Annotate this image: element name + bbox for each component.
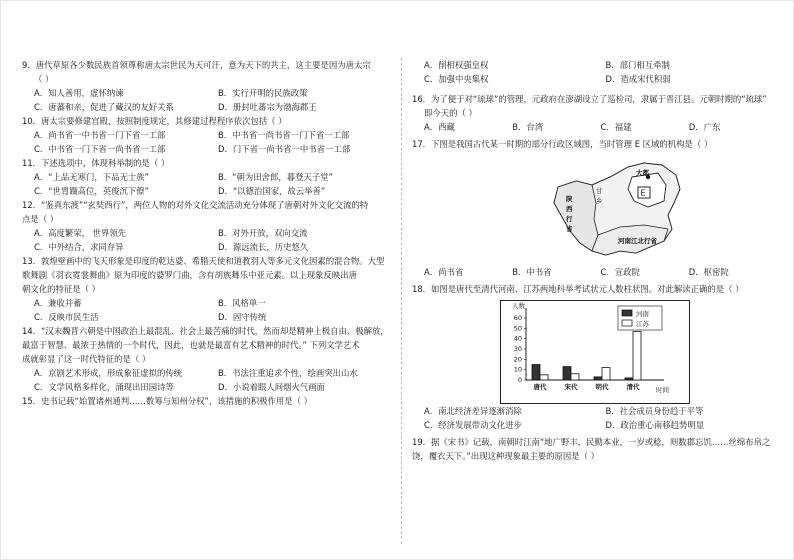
legend-swatch <box>622 310 632 316</box>
bar-jiangsu <box>602 368 610 380</box>
bar-henan <box>532 365 540 381</box>
option-c[interactable]: C．中书省一门下省一尚书省一工部 <box>34 144 166 154</box>
bar-henan <box>594 377 602 380</box>
xiang-label: 乡 <box>596 197 603 205</box>
option-b[interactable]: B．社会成员身份趋于平等 <box>605 406 704 416</box>
option-a[interactable]: A．兼收并蓄 <box>34 298 82 308</box>
chart-svg <box>500 300 690 404</box>
e-label: E <box>640 188 646 198</box>
answer-blank: （ ） <box>34 74 54 84</box>
x-tick-label: 清代 <box>626 383 640 391</box>
option-b[interactable]: B．中书省一尚书省一门下省一工部 <box>218 130 350 140</box>
yuan-admin-map <box>540 155 700 265</box>
shaanxi-label-4: 省 <box>566 225 573 233</box>
option-c[interactable]: C．加强中央集权 <box>424 74 489 84</box>
option-a[interactable]: A．知人善用，虚怀纳谏 <box>34 88 124 98</box>
option-a[interactable]: A．削相权强皇权 <box>424 60 489 70</box>
y-tick-label: 10 <box>513 365 522 374</box>
option-c[interactable]: C．反映市民生活 <box>34 312 99 322</box>
question-stem-cont: 最富于智慧、最浓于热情的一个时代，因此，也就是最富有艺术精神的时代。” 下列文学艺术 <box>22 340 360 350</box>
question-stem-cont: 即今天的（ ） <box>424 108 477 118</box>
dadu-label: 大都 <box>636 169 649 177</box>
x-axis-label: 时间 <box>656 386 669 394</box>
option-c[interactable]: C．唐蕃和亲，促进了藏汉的友好关系 <box>34 102 174 112</box>
option-b[interactable]: B．对外开放，双向交流 <box>218 228 308 238</box>
option-d[interactable]: D．广东 <box>688 122 721 132</box>
question-14 <box>22 324 392 394</box>
question-stem: 19．据《宋书》记载，南朝时江南“地广野丰，民勤本业，一岁或稔，则数郡忘饥……丝绵布帛之 <box>412 437 771 447</box>
option-c[interactable]: C．中外结合，求同存异 <box>34 242 124 252</box>
question-stem: 15．史书记载“始置诸州通判……数筹与知州分权”，该措施的积极作用是（ ） <box>22 396 312 406</box>
option-a[interactable]: A．南北经济差异逐渐消除 <box>424 406 522 416</box>
question-stem-cont: 朝文化的特征是（ ） <box>22 284 101 294</box>
option-a[interactable]: A．高度繁荣， 世界领先 <box>34 228 127 238</box>
question-stem: 16．为了便于对“琉球”的管理，元政府在澎湖设立了巡检司，隶属于晋江县。元朝时期的“琉球” <box>412 94 767 104</box>
question-18 <box>412 282 777 432</box>
option-a[interactable]: A．西藏 <box>424 122 455 132</box>
x-tick-label: 唐代 <box>533 383 547 391</box>
question-stem-cont: 饶，覆衣天下。”出现这种现象最主要的原因是（ ） <box>412 451 600 461</box>
option-d[interactable]: D．固守传统 <box>218 312 267 322</box>
option-a[interactable]: A．“上品无寒门，下品无士族” <box>34 172 149 182</box>
question-19 <box>412 435 777 463</box>
option-d[interactable]: D．政治重心南移趋势明显 <box>605 420 705 430</box>
y-axis-label: 人数 <box>512 302 525 310</box>
shaanxi-label-3: 行 <box>566 215 573 223</box>
column-divider <box>401 58 403 544</box>
question-16 <box>412 92 777 134</box>
question-11 <box>22 156 392 198</box>
shaanxi-label-2: 西 <box>566 205 573 213</box>
question-stem: 9．唐代草原各少数民族首领尊称唐太宗世民为天可汗，意为天下的共主，这主要是因为唐太宗 <box>22 60 371 70</box>
bar-jiangsu <box>540 375 548 380</box>
question-stem: 10．唐太宗要修建宫殿，按照制度规定，其修建过程程序依次包括（ ） <box>22 116 287 126</box>
zhuangyuan-bar-chart <box>500 300 690 404</box>
question-17 <box>412 137 777 279</box>
option-b[interactable]: B．书法注重追求个性，绘画突出山水 <box>218 368 358 378</box>
option-d[interactable]: D．册封吐蕃宗为渤海郡王 <box>218 102 317 112</box>
question-12 <box>22 198 392 254</box>
question-stem: 18．如图是唐代至清代河南、江苏两地科举考试状元人数柱状图。对此解读正确的是（ ） <box>412 284 744 294</box>
bar-henan <box>625 378 633 380</box>
question-9 <box>22 58 392 114</box>
question-stem-cont: 歌舞剧《羽衣霓裳舞曲》原为印度的婆罗门曲，含有胡族舞乐中亚元素。以上现象反映出唐 <box>22 270 357 280</box>
option-c[interactable]: C．福建 <box>600 122 632 132</box>
option-d[interactable]: D．门下省一尚书省一中书省一工部 <box>218 144 351 154</box>
x-tick-label: 明代 <box>595 383 609 391</box>
option-c[interactable]: C．经济发展带动文化进步 <box>424 420 522 430</box>
option-d[interactable]: D．“以德治国家，故云举善” <box>218 186 326 196</box>
option-d[interactable]: D．枢密院 <box>688 267 729 277</box>
option-c[interactable]: C．宣政院 <box>600 267 640 277</box>
option-d[interactable]: D．造成宋代积弱 <box>605 74 671 84</box>
option-a[interactable]: A．尚书省一中书省一门下省一工部 <box>34 130 166 140</box>
y-tick-label: 50 <box>513 324 522 333</box>
question-stem: 11．下述选项中，体现科举制的是（ ） <box>22 158 170 168</box>
bar-jiangsu <box>633 331 641 380</box>
option-b[interactable]: B．中书省 <box>512 267 552 277</box>
question-13 <box>22 254 392 324</box>
question-10 <box>22 114 392 156</box>
legend-label: 江苏 <box>636 320 649 328</box>
question-stem-cont: 成就彰显了这一时代特征的是（ ） <box>22 354 151 364</box>
y-tick-label: 0 <box>517 376 522 384</box>
legend-label: 河南 <box>636 310 649 318</box>
left-column <box>22 58 392 408</box>
question-stem: 17．下图是我国古代某一时期的部分行政区域图，当时管理 E 区域的机构是（ ） <box>412 139 713 149</box>
option-c[interactable]: C．“世胄蹑高位，英俊沉下僚” <box>34 186 150 196</box>
question-stem: 13．敦煌壁画中的飞天形象是印度的乾达婆、希腊天使和道教羽人等多元文化因素的混合物。大型 <box>22 256 385 266</box>
option-a[interactable]: A．尚书省 <box>424 267 464 277</box>
option-b[interactable]: B．部门相互牵制 <box>605 60 670 70</box>
question-stem-cont: 点是（ ） <box>22 214 59 224</box>
y-tick-label: 30 <box>513 345 522 353</box>
option-b[interactable]: B．实行开明的民族政策 <box>218 88 308 98</box>
bar-henan <box>563 367 571 380</box>
question-stem: 14．“汉末魏晋六朝是中国政治上最混乱、社会上最苦痛的时代，然而却是精神上极自由、极解放， <box>22 326 389 336</box>
question-15-options <box>412 58 777 86</box>
right-column <box>412 58 777 463</box>
option-c[interactable]: C．文学风格多样化，涌现出田园诗等 <box>34 382 174 392</box>
option-b[interactable]: B．风格单一 <box>218 298 266 308</box>
y-tick-label: 20 <box>513 355 522 364</box>
option-d[interactable]: D．源远流长，历史悠久 <box>218 242 309 252</box>
gan-label: 甘 <box>596 187 603 195</box>
shaanxi-label-1: 陕 <box>566 195 573 203</box>
option-d[interactable]: D．小说着眼人间烟火气画面 <box>218 382 325 392</box>
y-tick-label: 40 <box>513 334 522 343</box>
option-b[interactable]: B．“朝为田舍郎，暮登天子堂” <box>218 172 333 182</box>
henan-label: 河南江北行省 <box>618 237 657 245</box>
y-tick-label: 60 <box>513 314 522 322</box>
x-tick-label: 宋代 <box>564 383 578 391</box>
question-stem: 12．“鉴真东渡”“玄奘西行”，两位人物的对外文化交流活动充分体现了唐朝对外文化交流的特 <box>22 200 369 210</box>
legend-swatch <box>622 320 632 326</box>
option-a[interactable]: A．京剧艺术形成，形成象征虚拟的传统 <box>34 368 183 378</box>
map-svg <box>540 155 700 265</box>
shaanxi-region <box>554 181 598 251</box>
bar-jiangsu <box>571 374 579 380</box>
option-b[interactable]: B．台湾 <box>512 122 544 132</box>
question-15 <box>22 394 392 408</box>
